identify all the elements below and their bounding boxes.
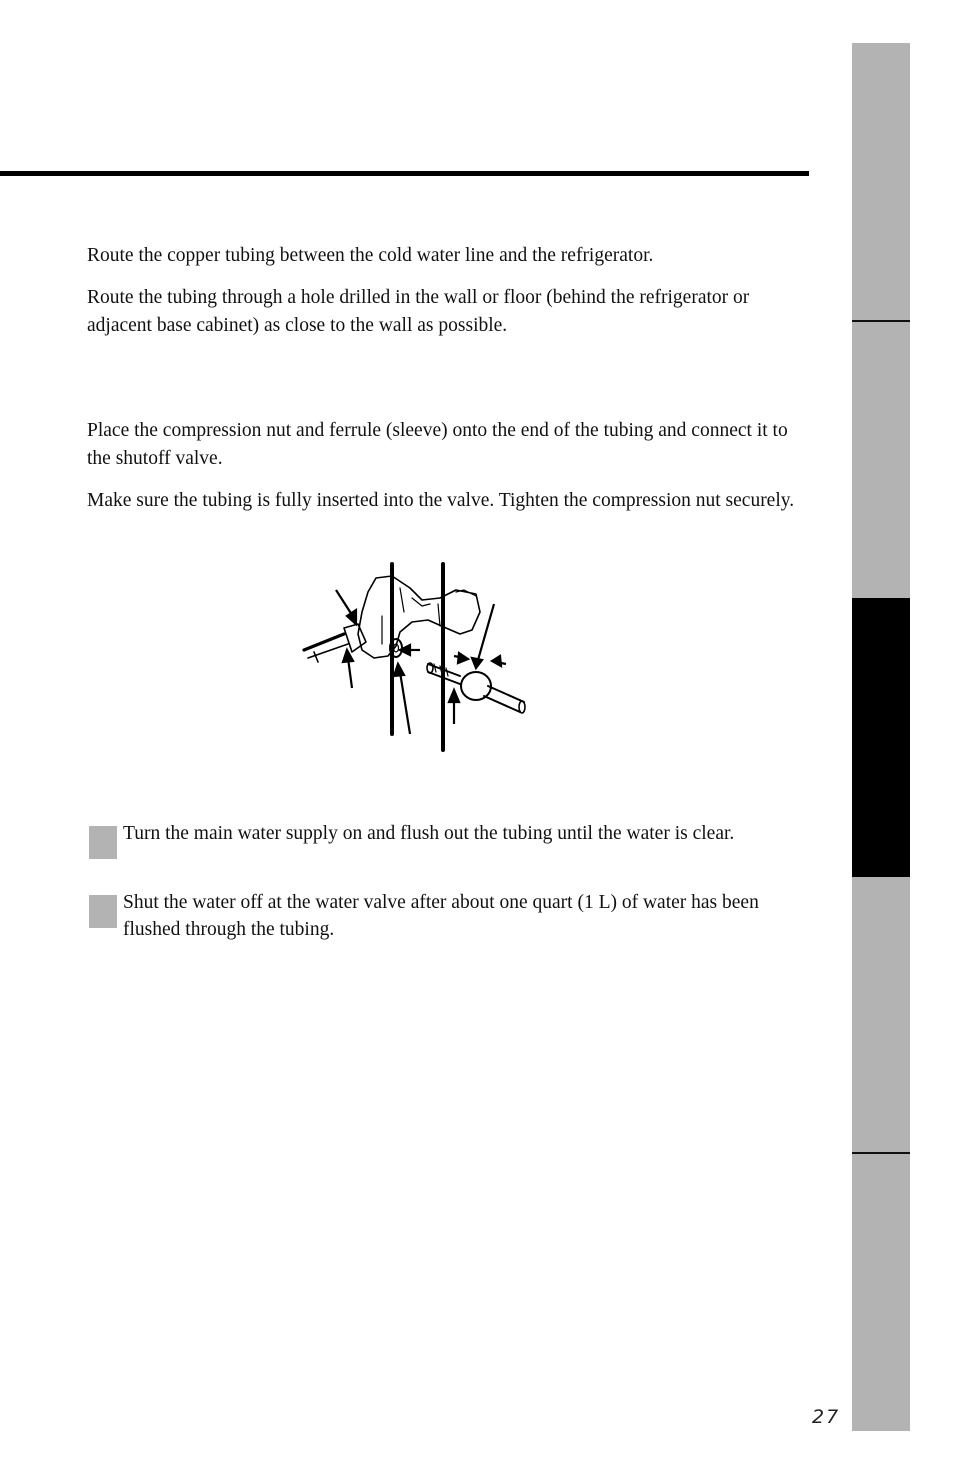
flush-step-text: Turn the main water supply on and flush out the tubing until the water is clear. [123,823,735,844]
section-divider-rule [0,171,809,176]
ensure-inserted-paragraph: Make sure the tubing is fully inserted into the valve. Tighten the compression nut securely. [87,490,795,511]
flush-step-1 [89,820,801,880]
step-marker-icon [89,826,117,859]
flush-step-2 [89,889,801,949]
section-tab-4[interactable] [852,877,910,1152]
place-nut-paragraph: Place the compression nut and ferrule (sleeve) onto the end of the tubing and connect it to the shutoff valve. [87,420,788,469]
route-hole-paragraph: Route the tubing through a hole drilled in the wall or floor (behind the refrigerator or adjacent base cabinet) as close to the wall as possible. [87,287,750,336]
route-step-paragraph: Route the copper tubing between the cold water line and the refrigerator. [87,245,654,266]
flush-step-text: Shut the water off at the water valve after about one quart (1 L) of water has been flushed through the tubing. [123,892,759,940]
shutoff-valve-illustration [300,560,532,756]
section-tab-1[interactable] [852,43,910,320]
section-tab-3-active[interactable] [852,598,910,877]
step-marker-icon [89,895,117,928]
section-tab-2[interactable] [852,322,910,598]
page-number: 27 [812,1406,841,1428]
section-tab-5[interactable] [852,1154,910,1431]
shutoff-valve-icon [300,560,532,756]
